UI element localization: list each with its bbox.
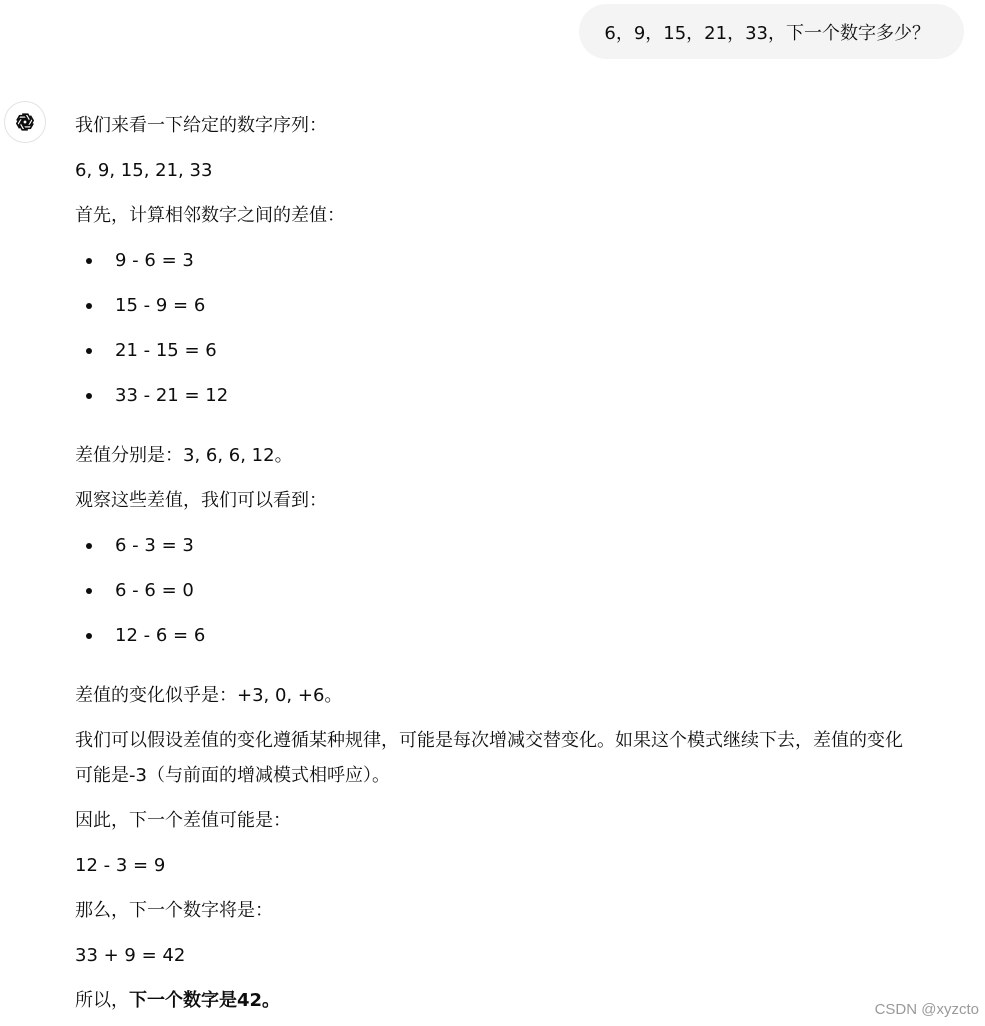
- user-message-bubble: [579, 4, 964, 59]
- second-difference-text: 6 - 6 = 0: [115, 580, 194, 601]
- next-number-heading: 那么，下一个数字将是：: [75, 900, 273, 921]
- difference-text: 21 - 15 = 6: [115, 340, 217, 361]
- changes-summary: 差值的变化似乎是：+3, 0, +6。: [75, 685, 343, 706]
- sequence-text: 6, 9, 15, 21, 33: [75, 160, 213, 181]
- user-message-text: 6，9，15，21，33，下一个数字多少？: [604, 22, 930, 44]
- hypothesis-line-2: 可能是-3（与前面的增减模式相呼应）。: [75, 765, 390, 786]
- bullet-icon: [86, 633, 92, 639]
- conclusion-prefix: 所以，: [75, 990, 129, 1011]
- chatgpt-logo-icon: [4, 101, 46, 143]
- step2-heading: 观察这些差值，我们可以看到：: [75, 490, 327, 511]
- bullet-icon: [86, 348, 92, 354]
- bullet-icon: [86, 543, 92, 549]
- differences-summary: 差值分别是：3, 6, 6, 12。: [75, 445, 293, 466]
- conclusion: [75, 986, 280, 1016]
- intro-text: 我们来看一下给定的数字序列：: [75, 115, 327, 136]
- step1-heading: 首先，计算相邻数字之间的差值：: [75, 205, 345, 226]
- difference-text: 15 - 9 = 6: [115, 295, 206, 316]
- bullet-icon: [86, 258, 92, 264]
- second-difference-text: 6 - 3 = 3: [115, 535, 194, 556]
- next-number-calc: 33 + 9 = 42: [75, 945, 186, 966]
- conclusion-answer: 下一个数字是42。: [129, 990, 281, 1011]
- difference-text: 9 - 6 = 3: [115, 250, 194, 271]
- bullet-icon: [86, 303, 92, 309]
- second-difference-text: 12 - 6 = 6: [115, 625, 206, 646]
- bullet-icon: [86, 588, 92, 594]
- watermark: CSDN @xyzcto: [874, 1001, 979, 1018]
- next-diff-heading: 因此，下一个差值可能是：: [75, 810, 291, 831]
- next-diff-calc: 12 - 3 = 9: [75, 855, 166, 876]
- difference-text: 33 - 21 = 12: [115, 385, 229, 406]
- hypothesis-line-1: 我们可以假设差值的变化遵循某种规律，可能是每次增减交替变化。如果这个模式继续下去，差值的变化: [75, 730, 903, 751]
- bullet-icon: [86, 393, 92, 399]
